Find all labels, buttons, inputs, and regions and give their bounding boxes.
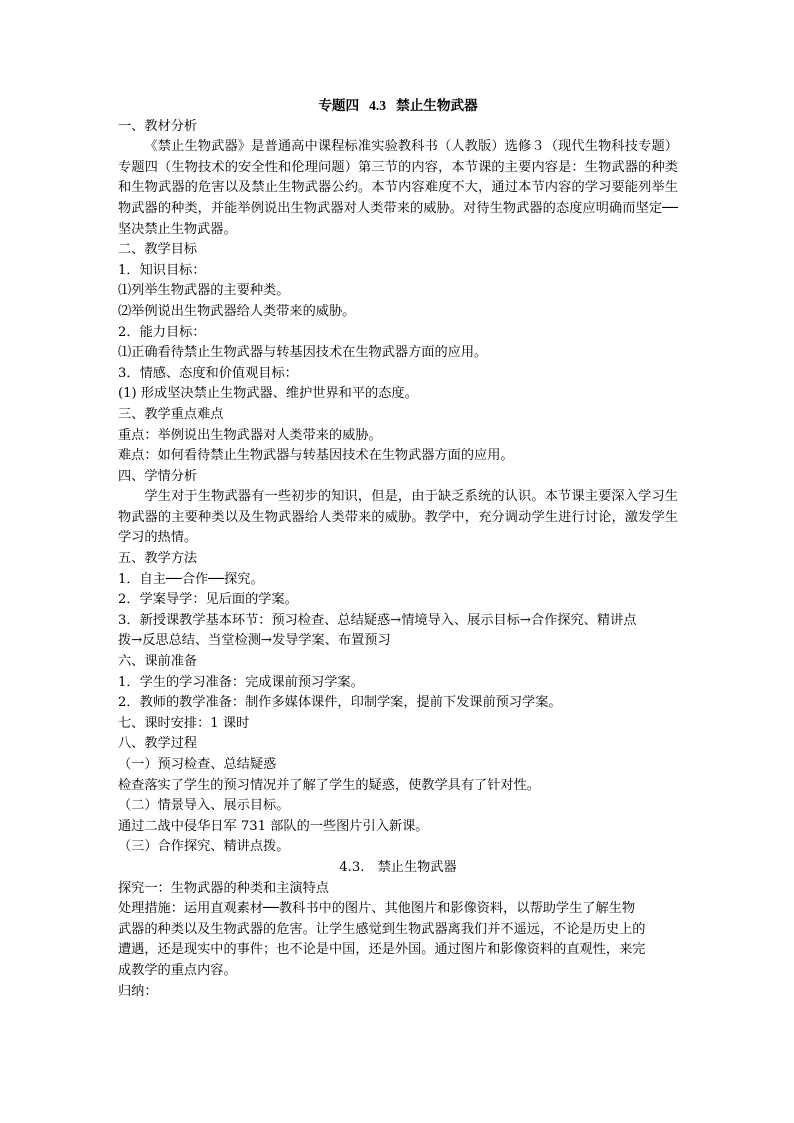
difficult-point: 难点：如何看待禁止生物武器与转基因技术在生物武器方面的应用。 [118,448,514,464]
method-1: 1．自主──合作──探究。 [118,571,264,587]
section-heading-schedule: 七、课时安排：1 课时 [118,715,250,731]
title-prefix: 专题四 [318,98,360,114]
section-heading-student-analysis: 四、学情分析 [118,468,198,484]
textbook-analysis-paragraph: 《禁止生物武器》是普通高中课程标准实验教科书（人教版）选修３（现代生物科技专题）专题四（生物技术的安全性和伦理问题）第三节的内容，本节课的主要内容是：生物武器的种类和生物武器的危害以及禁止生物武器公约。本节内容难度不大，通过本节内容的学习要能列举生物武器的种类，并能举例说出生物武器对人类带来的威胁。对待生物武器的态度应明确而坚定──坚决禁止生物武器。 [118,139,678,237]
process-step-2-title: （二）情景导入、展示目标。 [118,798,290,814]
section-heading-teaching-methods: 五、教学方法 [118,551,198,567]
document-page [118,96,678,1002]
section-heading-preparation: 六、课前准备 [118,654,198,670]
section-heading-key-difficult: 三、教学重点难点 [118,406,224,422]
measure-line-1: 处理措施：运用直观素材──教科书中的图片、其他图片和影像资料，以帮助学生了解生物 [118,901,636,917]
explore-1-title: 探究一：生物武器的种类和主演特点 [118,880,329,896]
lesson-subtitle: 4.3. 禁止生物武器 [339,859,457,875]
section-heading-teaching-process: 八、教学过程 [118,736,198,752]
student-preparation: 1．学生的学习准备：完成课前预习学案。 [118,674,364,690]
process-step-1-text: 检查落实了学生的预习情况并了解了学生的疑惑，使教学具有了针对性。 [118,777,540,793]
knowledge-goal-1: ⑴列举生物武器的主要种类。 [118,283,290,299]
key-point: 重点：举例说出生物武器对人类带来的威胁。 [118,427,382,443]
knowledge-goal-2: ⑵举例说出生物武器给人类带来的威胁。 [118,303,356,319]
process-step-3-title: （三）合作探究、精讲点拨。 [118,839,290,855]
knowledge-goal-title: 1．知识目标： [118,262,206,278]
process-step-2-text: 通过二战中侵华日军 731 部队的一些图片引入新课。 [118,818,429,834]
ability-goal-1: ⑴正确看待禁止生物武器与转基因技术在生物武器方面的应用。 [118,345,488,361]
title-name: 禁止生物武器 [396,98,478,114]
measure-line-4: 成教学的重点内容。 [118,962,237,978]
teacher-preparation: 2．教师的教学准备：制作多媒体课件，印制学案，提前下发课前预习学案。 [118,695,562,711]
emotion-goal-title: 3．情感、态度和价值观目标： [118,365,298,381]
measure-line-2: 武器的种类以及生物武器的危害。让学生感觉到生物武器离我们并不遥远，不论是历史上的 [118,921,646,937]
section-heading-textbook-analysis: 一、教材分析 [118,118,198,134]
measure-line-3: 遭遇，还是现实中的事件；也不论是中国，还是外国。通过图片和影像资料的直观性，来完 [118,942,646,958]
section-heading-teaching-goals: 二、教学目标 [118,242,198,258]
method-3-line-1: 3．新授课教学基本环节：预习检查、总结疑惑→情境导入、展示目标→合作探究、精讲点 [118,612,637,628]
title-number: 4.3 [369,98,387,113]
document-title [118,96,678,117]
emotion-goal-1: (1) 形成坚决禁止生物武器、维护世界和平的态度。 [118,386,418,402]
method-2: 2．学案导学：见后面的学案。 [118,592,298,608]
process-step-1-title: （一）预习检查、总结疑惑 [118,757,277,772]
method-3-line-2: 拨→反思总结、当堂检测→发导学案、布置预习 [118,633,391,649]
ability-goal-title: 2．能力目标： [118,324,206,340]
student-analysis-paragraph: 学生对于生物武器有一些初步的知识，但是，由于缺乏系统的认识。本节课主要深入学习生物武器的主要种类以及生物武器给人类带来的威胁。教学中，充分调动学生进行讨论，激发学生学习的热情。 [118,489,678,546]
summary-label: 归纳： [118,983,158,999]
